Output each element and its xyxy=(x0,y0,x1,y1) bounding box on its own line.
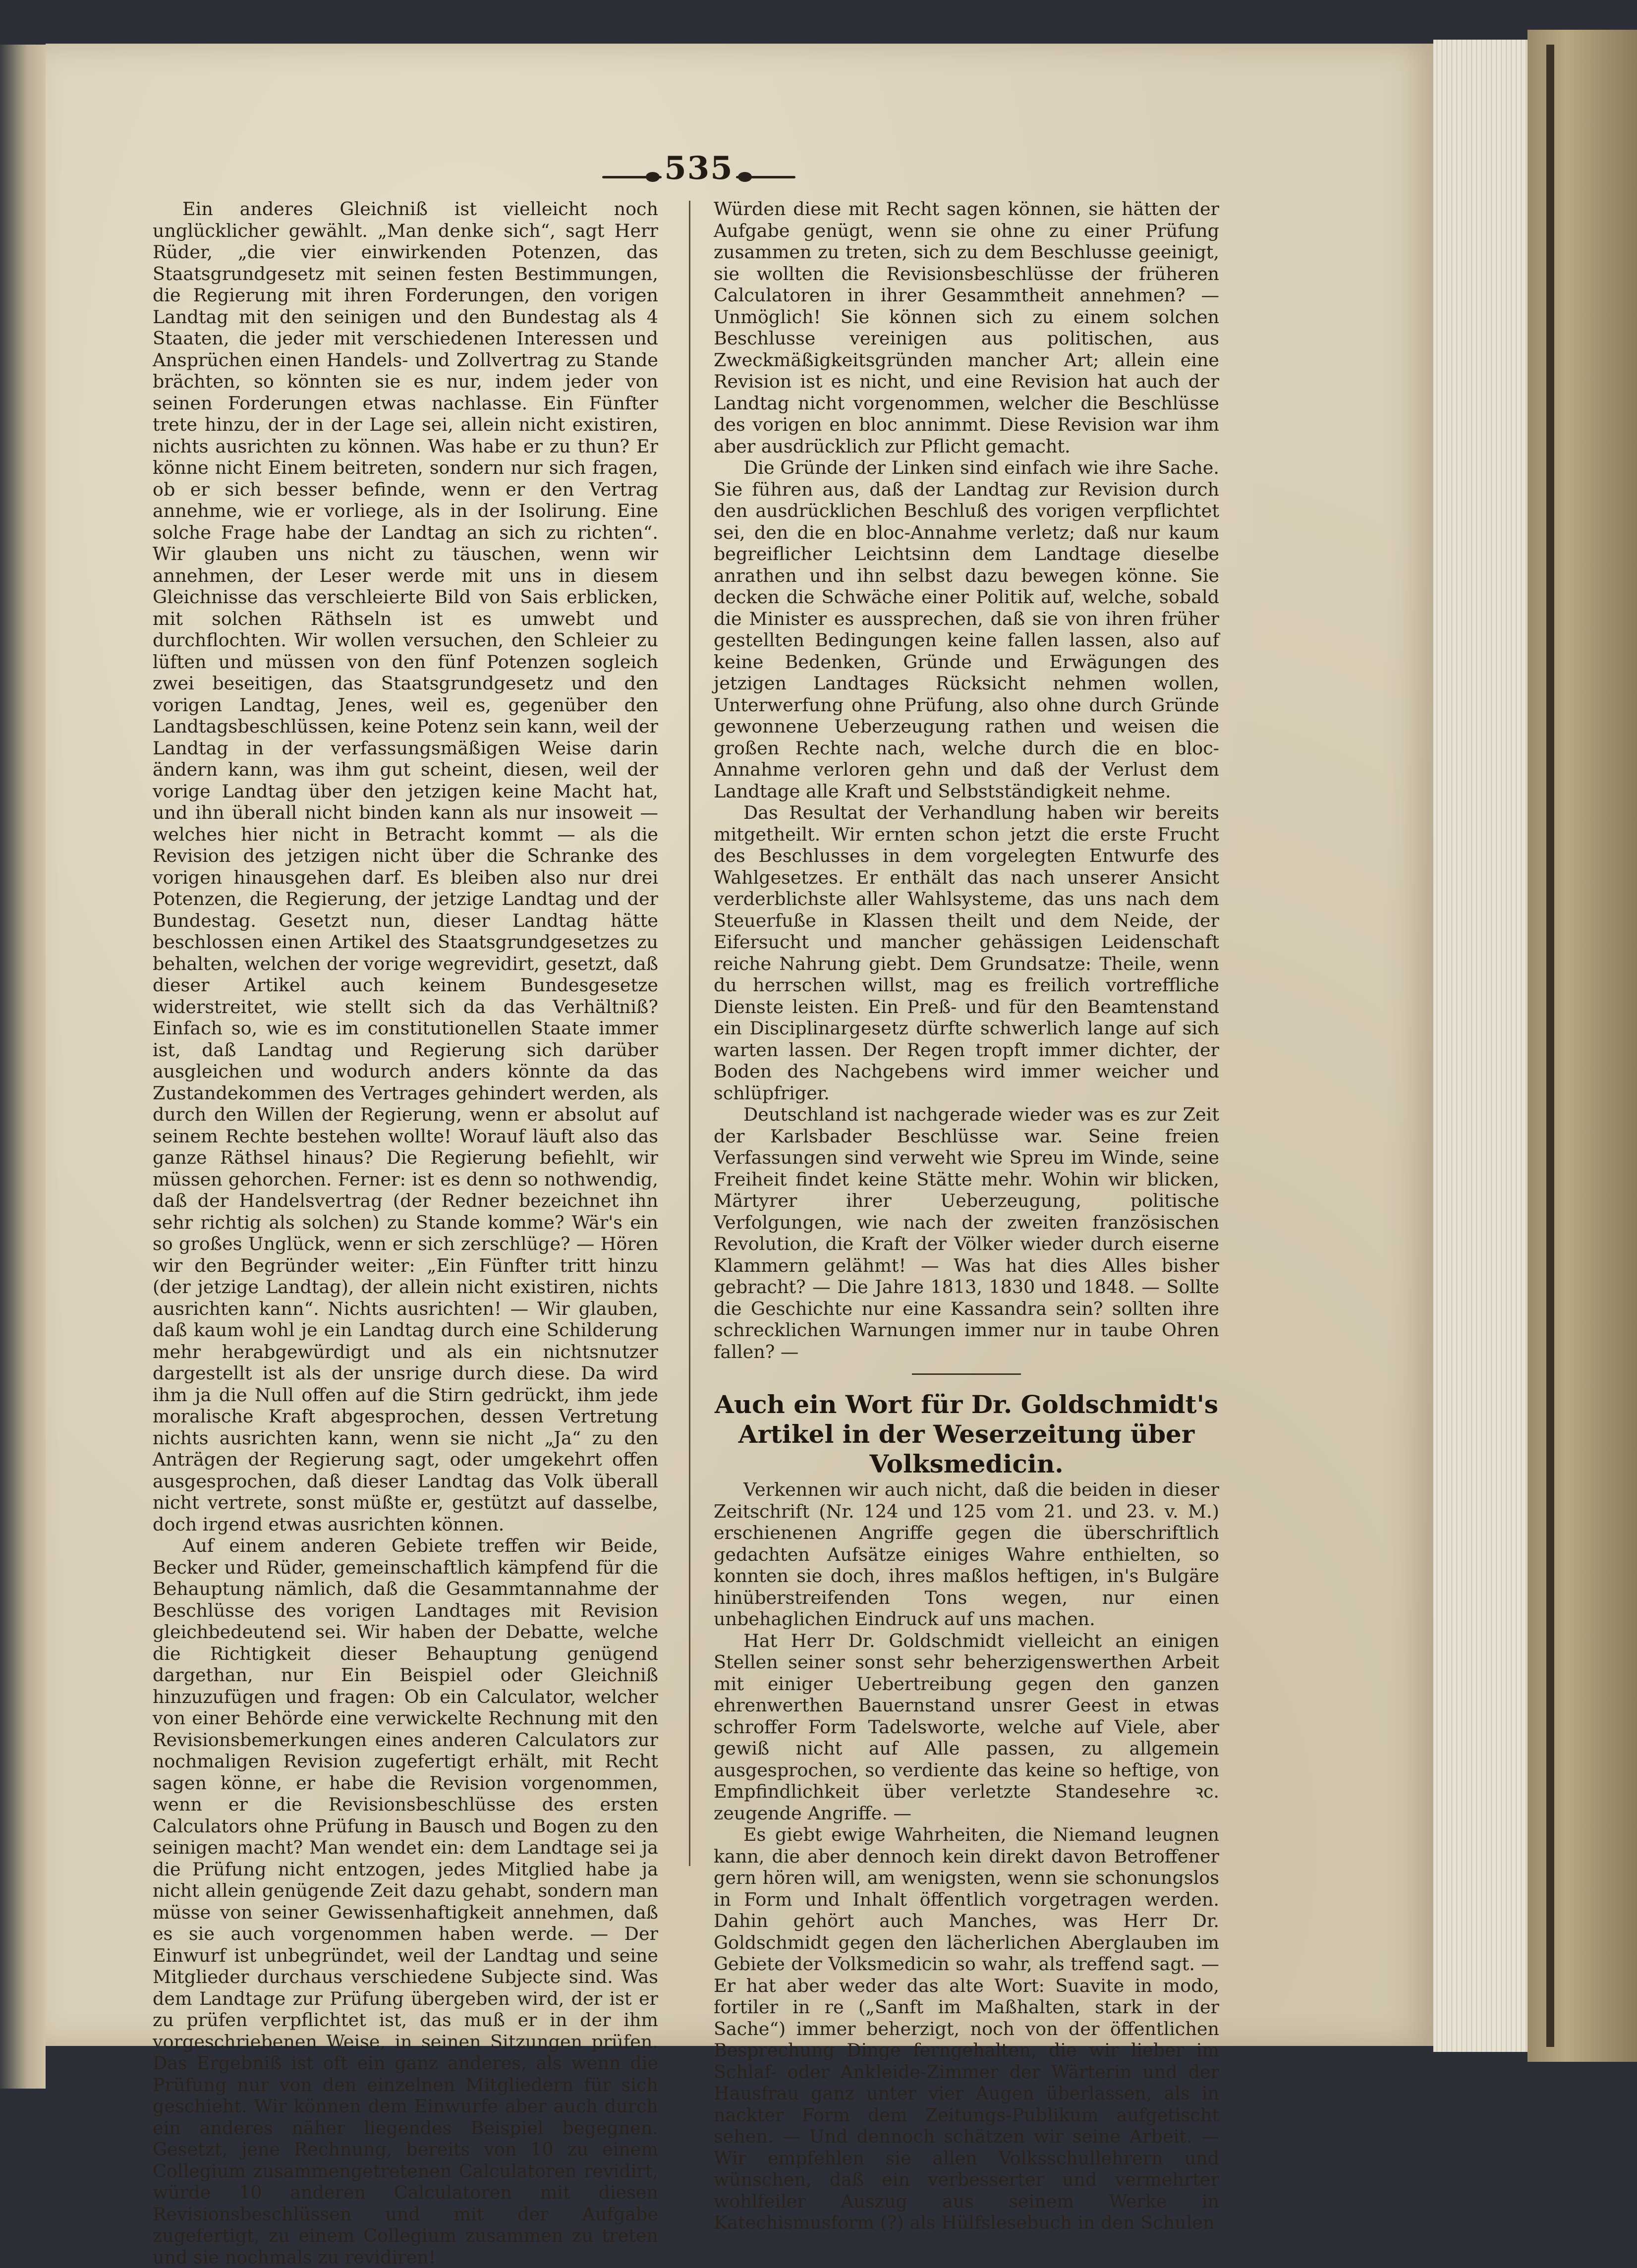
ornament-right-icon xyxy=(736,172,795,182)
paragraph: Deutschland ist nachgerade wieder was es zur Zeit der Karlsbader Beschlüsse war. Seine freien Verfassungen sind verweht wie Spreu im Winde, seine Freiheit findet keine Stätte mehr. Wohin wir blicken, Märtyrer ihrer Ueberzeugung, politische Verfolgungen, wie nach der zweiten französischen Revolution, die Kraft der Völker wieder durch eiserne Klammern gelähmt! — Was hat dies Alles bisher gebracht? — Die Jahre 1813, 1830 und 1848. — Sollte die Geschichte nur eine Kassandra sein? sollten ihre schrecklichen Warnungen immer nur in taube Ohren fallen? — xyxy=(714,1104,1219,1362)
paragraph: Es giebt ewige Wahrheiten, die Niemand leugnen kann, die aber dennoch kein direkt davon Betroffener gern hören will, am wenigsten, wenn sie schonungslos in Form und Inhalt öffentlich vorgetragen werden. Dahin gehört auch Manches, was Herr Dr. Goldschmidt gegen den lächerlichen Aberglauben im Gebiete der Volksmedicin so wahr, als treffend sagt. — Er hat aber weder das alte Wort: Suavite in modo, fortiler in re („Sanft im Maßhalten, stark in der Sache“) immer beherzigt, noch von der öffentlichen Besprechung Dinge ferngehalten, die wir lieber im Schlaf- oder Ankleide-Zimmer der Wärterin und der Hausfrau ganz unter vier Augen überlassen, als in nackter Form dem Zeitungs-Publikum aufgetischt sehen. — Und dennoch schätzen wir seine Arbeit. — Wir empfehlen sie allen Volksschullehrern und wünschen, daß ein verbesserter und vermehrter wohlfeiler Auszug aus seinem Werke in Katechismusform (?) als Hülfslesebuch in den Schulen xyxy=(714,1824,1219,2233)
ornament-left-icon xyxy=(602,172,662,182)
section-separator xyxy=(912,1373,1021,1375)
right-column xyxy=(714,198,1219,2234)
cover-spine-shadow xyxy=(1546,45,1554,2047)
paragraph: Das Resultat der Verhandlung haben wir bereits mitgetheilt. Wir ernten schon jetzt die erste Frucht des Beschlusses in dem vorgelegten Entwurfe des Wahlgesetzes. Er enthält das nach unserer Ansicht verderblichste aller Wahlsysteme, das uns nach dem Steuerfuße in Klassen theilt und dem Neide, der Eifersucht und mancher gehässigen Leidenschaft reiche Nahrung giebt. Dem Grundsatze: Theile, wenn du herrschen willst, mag es freilich vortreffliche Dienste leisten. Ein Preß- und für den Beamtenstand ein Disciplinargesetz dürfte schwerlich lange auf sich warten lassen. Der Regen tropft immer dichter, der Boden des Nachgebens wird immer weicher und schlüpfriger. xyxy=(714,802,1219,1104)
paragraph: Würden diese mit Recht sagen können, sie hätten der Aufgabe genügt, wenn sie ohne zu einer Prüfung zusammen zu treten, sich zu dem Beschlusse geeinigt, sie wollten die Revisionsbeschlüsse der früheren Calculatoren in ihrer Gesammtheit annehmen? — Unmöglich! Sie können sich zu einem solchen Beschlusse vereinigen aus politischen, aus Zweckmäßigkeitsgründen mancher Art; allein eine Revision ist es nicht, und eine Revision hat auch der Landtag nicht vorgenommen, welcher die Beschlüsse des vorigen en bloc annimmt. Diese Revision war ihm aber ausdrücklich zur Pflicht gemacht. xyxy=(714,198,1219,457)
paragraph: Auf einem anderen Gebiete treffen wir Beide, Becker und Rüder, gemeinschaftlich kämpfend für die Behauptung nämlich, daß die Gesammtannahme der Beschlüsse des vorigen Landtages mit Revision gleichbedeutend sei. Wir haben der Debatte, welche die Richtigkeit dieser Behauptung genügend dargethan, nur Ein Beispiel oder Gleichniß hinzuzufügen und fragen: Ob ein Calculator, welcher von einer Behörde eine verwickelte Rechnung mit den Revisionsbemerkungen eines anderen Calculators zur nochmaligen Revision zugefertigt erhält, mit Recht sagen könne, er habe die Revision vorgenommen, wenn er die Revisionsbeschlüsse des ersten Calculators ohne Prüfung in Bausch und Bogen zu den seinigen macht? Man wendet ein: dem Landtage sei ja die Prüfung nicht entzogen, jedes Mitglied habe ja nicht allein genügende Zeit dazu gehabt, sondern man müsse von seiner Gewissenhaftigkeit annehmen, daß es sie auch vorgenommen haben werde. — Der Einwurf ist unbegründet, weil der Landtag und seine Mitglieder durchaus verschiedene Subjecte sind. Was dem Landtage zur Prüfung übergeben wird, der ist er zu prüfen verpflichtet ist, das muß er in der ihm vorgeschriebenen Weise, in seinen Sitzungen prüfen. Das Ergebniß ist oft ein ganz anderes, als wenn die Prüfung nur von den einzelnen Mitgliedern für sich geschieht. Wir können dem Einwurfe aber auch durch ein anderes näher liegendes Beispiel begegnen. Gesetzt, jene Rechnung, bereits von 10 zu einem Collegium zusammengetretenen Calculatoren revidirt, würde 10 anderen Calculatoren mit diesen Revisionsbeschlüssen und mit der Aufgabe zugefertigt, zu einem Collegium zusammen zu treten und sie nochmals zu revidiren! xyxy=(153,1535,658,2268)
paragraph: Die Gründe der Linken sind einfach wie ihre Sache. Sie führen aus, daß der Landtag zur Revision durch den ausdrücklichen Beschluß des vorigen verpflichtet sei, den die en bloc-Annahme verletz; daß nur kaum begreiflicher Leichtsinn dem Landtage dieselbe anrathen und ihn selbst dazu bewegen könne. Sie decken die Schwäche einer Politik auf, welche, sobald die Minister es aussprechen, daß sie von ihren früher gestellten Bedingungen keine fallen lassen, also auf keine Bedenken, Gründe und Erwägungen des jetzigen Landtages Rücksicht nehmen wollen, Unterwerfung ohne Prüfung, also ohne durch Gründe gewonnene Ueberzeugung rathen und weisen die großen Rechte nach, welche durch die en bloc-Annahme verloren gehn und daß der Verlust dem Landtage alle Kraft und Selbstständigkeit nehme. xyxy=(714,457,1219,802)
page-number: 535 xyxy=(664,150,734,187)
adjacent-page-edge xyxy=(0,45,46,2089)
left-column xyxy=(153,198,658,2268)
paragraph: Verkennen wir auch nicht, daß die beiden in dieser Zeitschrift (Nr. 124 und 125 vom 21. und 23. v. M.) erschienenen Angriffe gegen die überschriftlich gedachten Aufsätze einiges Wahre enthielten, so konnten sie doch, ihres maßlos heftigen, in's Bulgäre hinüberstreifenden Tons wegen, nur einen unbehaglichen Eindruck auf uns machen. xyxy=(714,1479,1219,1630)
book-cover xyxy=(1527,30,1637,2062)
article-title: Auch ein Wort für Dr. Goldschmidt's Artikel in der Weserzeitung über Volksmedicin. xyxy=(714,1390,1219,1478)
paragraph: Ein anderes Gleichniß ist vielleicht noch unglücklicher gewählt. „Man denke sich“, sagt Herr Rüder, „die vier einwirkenden Potenzen, das Staatsgrundgesetz mit seinen festen Bestimmungen, die Regierung mit ihren Forderungen, den vorigen Landtag mit den seinigen und den Bundestag als 4 Staaten, die jeder mit verschiedenen Interessen und Ansprüchen einen Handels- und Zollvertrag zu Stande brächten, so könnten sie es nur, indem jeder von seinen Forderungen etwas nachlasse. Ein Fünfter trete hinzu, der in der Lage sei, allein nicht existiren, nichts ausrichten zu können. Was habe er zu thun? Er könne nicht Einem beitreten, sondern nur sich fragen, ob er sich besser befinde, wenn er den Vertrag annehme, wie er vorliege, als in der Isolirung. Eine solche Frage habe der Landtag an sich zu richten“. Wir glauben uns nicht zu täuschen, wenn wir annehmen, der Leser werde mit uns in diesem Gleichnisse das verschleierte Bild von Sais erblicken, mit solchen Räthseln ist es umwebt und durchflochten. Wir wollen versuchen, den Schleier zu lüften und müssen von den fünf Potenzen sogleich zwei beseitigen, das Staatsgrundgesetz und den vorigen Landtag, Jenes, weil es, gegenüber den Landtagsbeschlüssen, keine Potenz sein kann, weil der Landtag in der verfassungsmäßigen Weise darin ändern kann, was ihm gut scheint, diesen, weil der vorige Landtag über den jetzigen keine Macht hat, und ihn überall nicht binden kann als nur insoweit — welches hier nicht in Betracht kommt — als die Revision des jetzigen nicht über die Schranke des vorigen hinausgehen darf. Es bleiben also nur drei Potenzen, die Regierung, der jetzige Landtag und der Bundestag. Gesetzt nun, dieser Landtag hätte beschlossen einen Artikel des Staatsgrundgesetzes zu behalten, welchen der vorige wegrevidirt, gesetzt, daß dieser Artikel auch keinem Bundesgesetze widerstreitet, wie stellt sich da das Verhältniß? Einfach so, wie es im constitutionellen Staate immer ist, daß Landtag und Regierung sich darüber ausgleichen und wodurch anders könnte da das Zustandekommen des Vertrages gehindert werden, als durch den Willen der Regierung, wenn er absolut auf seinem Rechte bestehen wollte! Worauf läuft also das ganze Räthsel hinaus? Die Regierung befiehlt, wir müssen gehorchen. Ferner: ist es denn so nothwendig, daß der Handelsvertrag (der Redner bezeichnet ihn sehr richtig als solchen) zu Stande komme? Wär's ein so großes Unglück, wenn er sich zerschlüge? — Hören wir den Begründer weiter: „Ein Fünfter tritt hinzu (der jetzige Landtag), der allein nicht existiren, nichts ausrichten kann“. Nichts ausrichten! — Wir glauben, daß kaum wohl je ein Landtag durch eine Schilderung mehr herabgewürdigt und als ein nichtsnutzer dargestellt ist als der unsrige durch diese. Da wird ihm ja die Null offen auf die Stirn gedrückt, ihm jede moralische Kraft abgesprochen, dessen Vertretung nichts ausrichten kann, wenn sie nicht „Ja“ zu den Anträgen der Regierung sagt, oder umgekehrt offen ausgesprochen, daß dieser Landtag das Volk überall nicht vertrete, sonst müßte er, gestützt auf dasselbe, doch irgend etwas ausrichten können. xyxy=(153,198,658,1535)
page-header xyxy=(575,146,823,191)
page-stack-edges xyxy=(1433,40,1527,2052)
paragraph: Hat Herr Dr. Goldschmidt vielleicht an einigen Stellen seiner sonst sehr beherzigenswerthen Arbeit mit einiger Uebertreibung gegen den ganzen ehrenwerthen Bauernstand unsrer Geest in etwas schroffer Form Tadelsworte, welche auf Viele, aber gewiß nicht auf Alle passen, zu allgemein ausgesprochen, so verdiente das keine so heftige, von Empfindlichkeit über verletzte Standesehre ꝛc. zeugende Angriffe. — xyxy=(714,1630,1219,1824)
column-divider xyxy=(689,201,690,1866)
